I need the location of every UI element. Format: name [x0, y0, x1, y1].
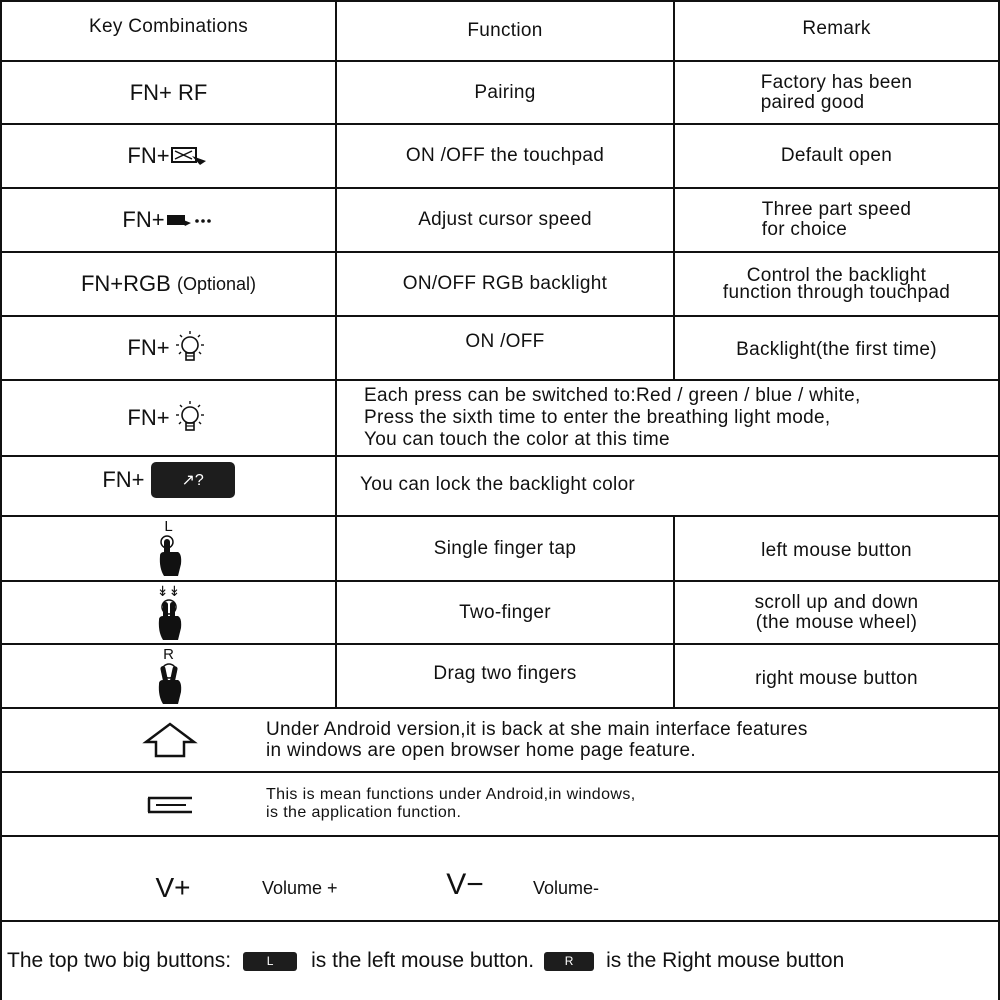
two-finger-drag-icon	[153, 662, 185, 706]
function-pairing: Pairing	[474, 81, 536, 103]
left-big-button-icon: L	[243, 952, 297, 971]
remark-touchpad: Default open	[780, 145, 893, 166]
key-fn-cursor-speed: FN+	[2, 189, 335, 251]
lock-color-key-icon: ↗?	[151, 462, 235, 498]
touchpad-icon	[170, 145, 210, 167]
footer-buttons: The top two big buttons: L is the left mouse button. R is the Right mouse button	[7, 949, 845, 972]
description-lock-color: You can lock the backlight color	[360, 473, 636, 495]
key-fn-backlight: FN+	[2, 317, 335, 379]
remark-drag-two: right mouse button	[755, 668, 918, 689]
key-fn-touchpad: FN+	[2, 125, 335, 187]
function-single-tap: Single finger tap	[433, 537, 577, 559]
cursor-speed-icon	[165, 210, 215, 230]
volume-up-key: V+	[155, 872, 191, 903]
light-bulb-icon	[170, 400, 210, 436]
function-touchpad: ON /OFF the touchpad	[405, 145, 605, 166]
function-cursor-speed: Adjust cursor speed	[418, 209, 592, 230]
description-color-switch: Each press can be switched to:Red / green / blue / white, Press the sixth time to enter the breathing light mode, You can touch the color at this time	[364, 385, 861, 450]
function-drag-two: Drag two fingers	[433, 663, 577, 684]
key-fn-rgb: FN+RGB (Optional)	[80, 271, 256, 296]
home-icon	[142, 720, 198, 760]
volume-down-label: Volume-	[533, 877, 600, 898]
remark-two-finger: scroll up and down (the mouse wheel)	[754, 591, 919, 633]
gesture-single-tap: L	[2, 517, 335, 580]
menu-icon	[144, 792, 196, 816]
header-remark: Remark	[802, 18, 871, 39]
menu-description: This is mean functions under Android,in windows, is the application function.	[266, 786, 636, 821]
function-two-finger: Two-finger	[459, 601, 551, 623]
row-divider	[0, 835, 1000, 837]
volume-up-label: Volume +	[262, 877, 338, 898]
remark-backlight-first: Backlight(the first time)	[736, 338, 937, 360]
function-rgb-backlight: ON/OFF RGB backlight	[402, 273, 608, 294]
right-big-button-icon: R	[544, 952, 594, 971]
key-fn-lock-color: FN+ ↗?	[2, 457, 335, 502]
single-finger-tap-icon	[154, 534, 184, 578]
row-divider	[0, 920, 1000, 922]
remark-cursor-speed: Three part speed for choice	[761, 199, 912, 240]
two-finger-scroll-icon	[153, 598, 185, 642]
volume-down-key: V−	[446, 868, 484, 901]
gesture-drag-two: R	[2, 645, 335, 707]
remark-pairing: Factory has been paired good	[760, 71, 913, 113]
menu-key	[120, 773, 220, 835]
function-on-off: ON /OFF	[465, 331, 545, 352]
home-key	[120, 709, 220, 771]
header-key-combinations: Key Combinations	[89, 16, 248, 37]
key-fn-rf: FN+ RF	[129, 79, 208, 105]
remark-rgb-backlight: Control the backlight function through touchpad	[722, 265, 951, 303]
gesture-two-finger: ↡↡	[2, 582, 335, 643]
header-function: Function	[467, 20, 543, 41]
light-bulb-icon	[170, 330, 210, 366]
column-divider	[0, 836, 2, 1000]
key-fn-color-switch: FN+	[2, 381, 335, 455]
remark-single-tap: left mouse button	[761, 539, 912, 561]
home-description: Under Android version,it is back at she main interface features in windows are open browser home page feature.	[266, 719, 808, 761]
